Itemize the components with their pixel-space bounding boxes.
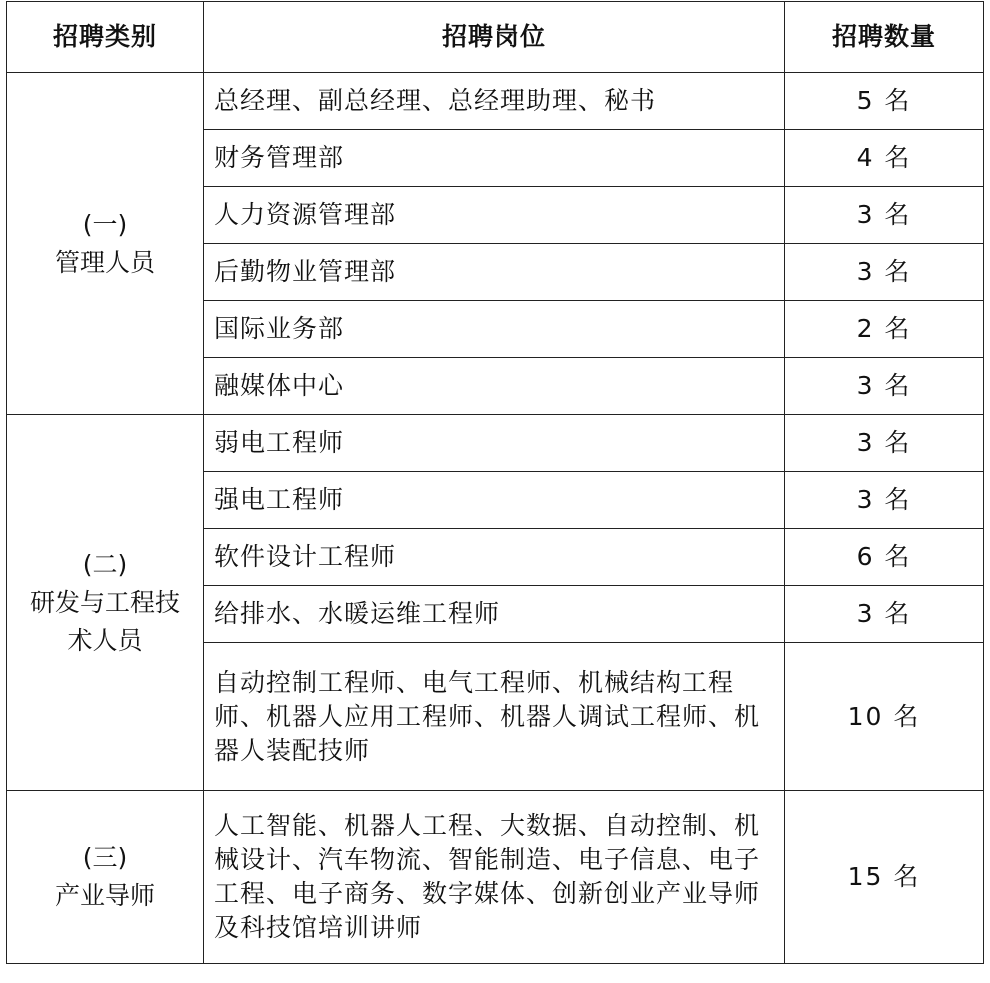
count-cell: 5 名 [785, 73, 984, 130]
table-row [7, 415, 984, 472]
position-cell: 自动控制工程师、电气工程师、机械结构工程师、机器人应用工程师、机器人调试工程师、机器人装配技师 [204, 643, 785, 791]
table-row [7, 73, 984, 130]
category-label: 研发与工程技 [29, 587, 180, 617]
count-cell: 3 名 [785, 244, 984, 301]
category-label: 产业导师 [54, 881, 155, 910]
position-cell: 人力资源管理部 [204, 187, 785, 244]
count-cell: 2 名 [785, 301, 984, 358]
category-number: (一) [82, 209, 128, 239]
category-number: (三) [82, 843, 128, 872]
count-cell: 3 名 [785, 358, 984, 415]
count-cell: 10 名 [785, 643, 984, 791]
position-cell: 国际业务部 [204, 301, 785, 358]
position-cell: 给排水、水暖运维工程师 [204, 586, 785, 643]
count-cell: 4 名 [785, 130, 984, 187]
position-cell: 后勤物业管理部 [204, 244, 785, 301]
position-cell: 融媒体中心 [204, 358, 785, 415]
category-cell-mentors [7, 791, 204, 964]
category-label: 管理人员 [54, 247, 155, 277]
count-cell: 6 名 [785, 529, 984, 586]
count-cell: 3 名 [785, 472, 984, 529]
table-row [7, 791, 984, 964]
count-cell: 15 名 [785, 791, 984, 964]
header-category: 招聘类别 [7, 2, 204, 73]
position-cell: 软件设计工程师 [204, 529, 785, 586]
category-cell-engineering [7, 415, 204, 791]
header-row [7, 2, 984, 73]
category-number: (二) [82, 549, 128, 579]
position-cell: 总经理、副总经理、总经理助理、秘书 [204, 73, 785, 130]
category-cell-management [7, 73, 204, 415]
count-cell: 3 名 [785, 187, 984, 244]
position-cell: 人工智能、机器人工程、大数据、自动控制、机械设计、汽车物流、智能制造、电子信息、电子工程、电子商务、数字媒体、创新创业产业导师及科技馆培训讲师 [204, 791, 785, 964]
recruitment-table [6, 1, 984, 964]
position-cell: 财务管理部 [204, 130, 785, 187]
count-cell: 3 名 [785, 586, 984, 643]
category-label-cont: 术人员 [67, 625, 143, 655]
header-position: 招聘岗位 [204, 2, 785, 73]
position-cell: 强电工程师 [204, 472, 785, 529]
count-cell: 3 名 [785, 415, 984, 472]
position-cell: 弱电工程师 [204, 415, 785, 472]
header-count: 招聘数量 [785, 2, 984, 73]
